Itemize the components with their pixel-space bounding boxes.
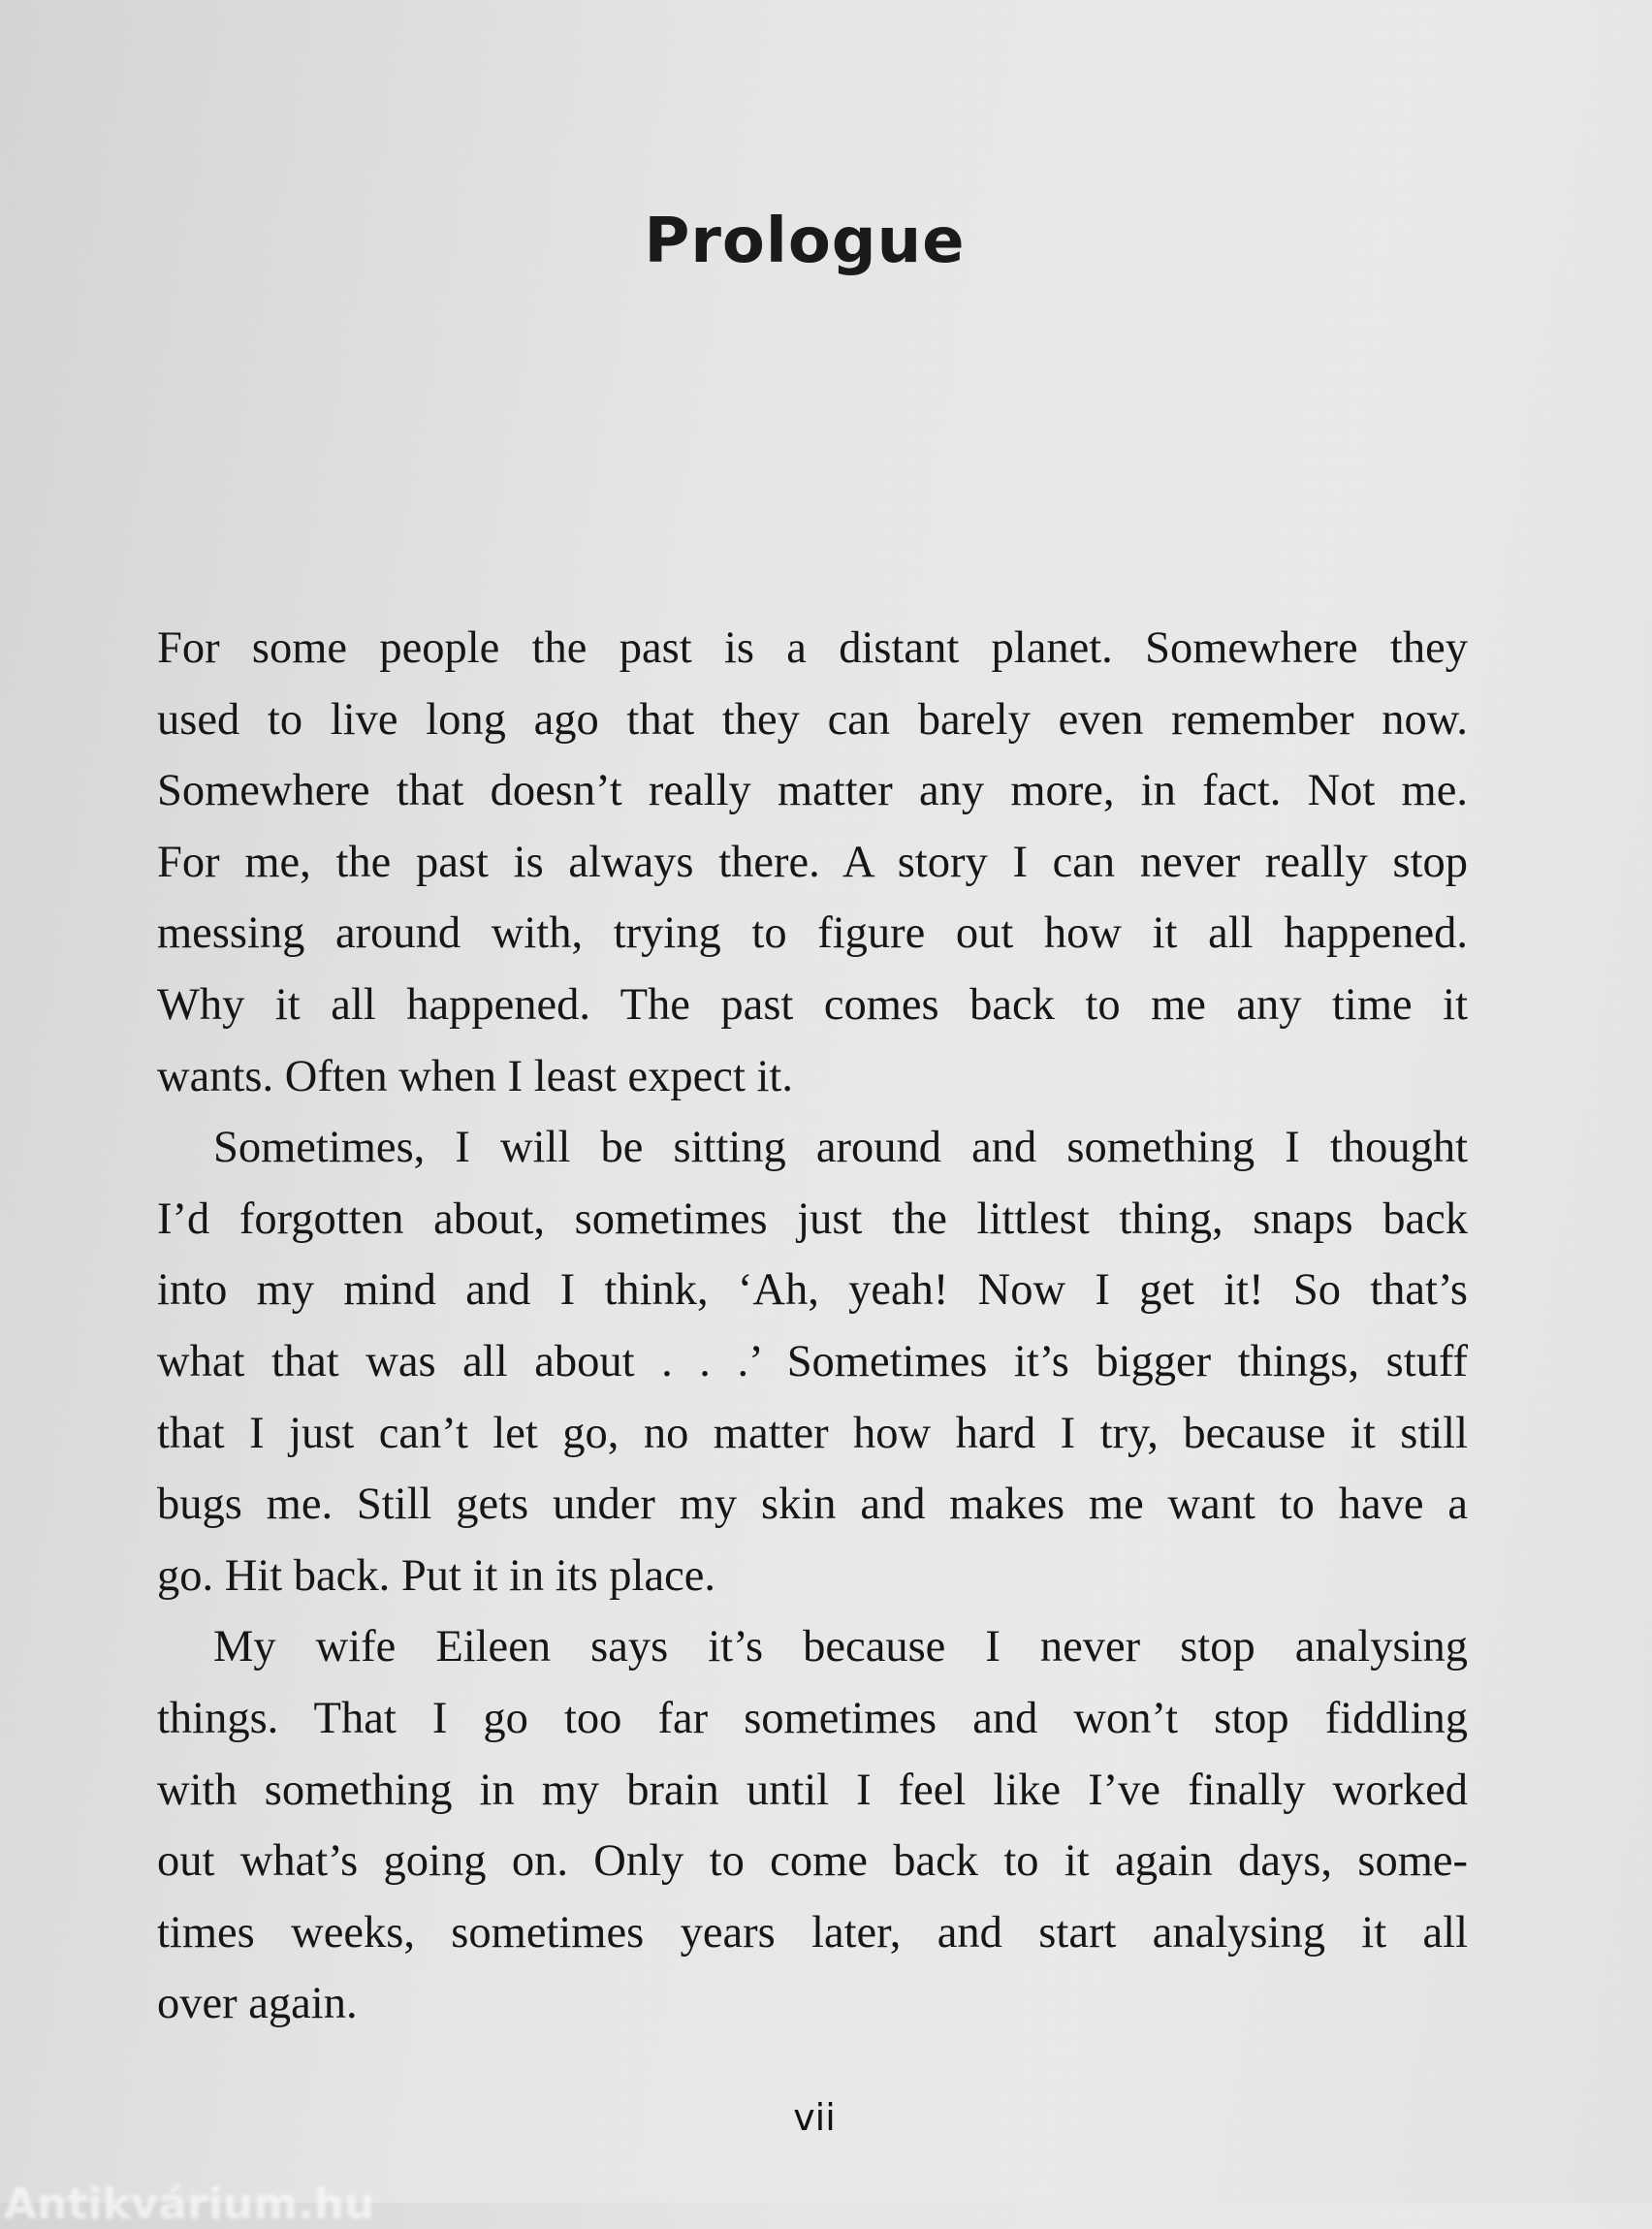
text-line: that I just can’t let go, no matter how hard I try, because it still [157,1408,1468,1458]
text-line: into my mind and I think, ‘Ah, yeah! Now I get it! So that’s [157,1265,1468,1316]
text-line: bugs me. Still gets under my skin and makes me want to have a [157,1480,1468,1530]
page-number: vii [793,2096,836,2139]
text-line: Why it all happened. The past comes back to me any time it [157,979,1468,1030]
chapter-body [157,613,1468,2040]
text-line: For me, the past is always there. A story I can never really stop [157,837,1468,887]
text-line: I’d forgotten about, sometimes just the littlest thing, snaps back [157,1194,1468,1244]
text-line: For some people the past is a distant planet. Somewhere they [157,623,1468,673]
text-line: wants. Often when I least expect it. [157,1051,793,1101]
text-line: what that was all about . . .’ Sometimes it’s bigger things, stuff [157,1336,1468,1386]
text-line: Sometimes, I will be sitting around and something I thought [213,1123,1468,1173]
text-line: things. That I go too far sometimes and won’t stop fiddling [157,1693,1468,1743]
chapter-title: Prologue [644,206,966,277]
text-line: go. Hit back. Put it in its place. [157,1550,716,1601]
text-line: used to live long ago that they can barely even remember now. [157,694,1468,745]
text-line: Somewhere that doesn’t really matter any more, in fact. Not me. [157,766,1468,816]
text-line: with something in my brain until I feel like I’ve finally worked [157,1765,1468,1815]
text-line: messing around with, trying to figure out how it all happened. [157,908,1468,959]
text-line: times weeks, sometimes years later, and start analysing it all [157,1907,1468,1958]
text-line: over again. [157,1979,358,2029]
text-line: My wife Eileen says it’s because I never stop analysing [213,1622,1468,1672]
text-line: out what’s going on. Only to come back to it again days, some- [157,1836,1468,1887]
watermark: Antikvárium.hu [4,2180,375,2229]
